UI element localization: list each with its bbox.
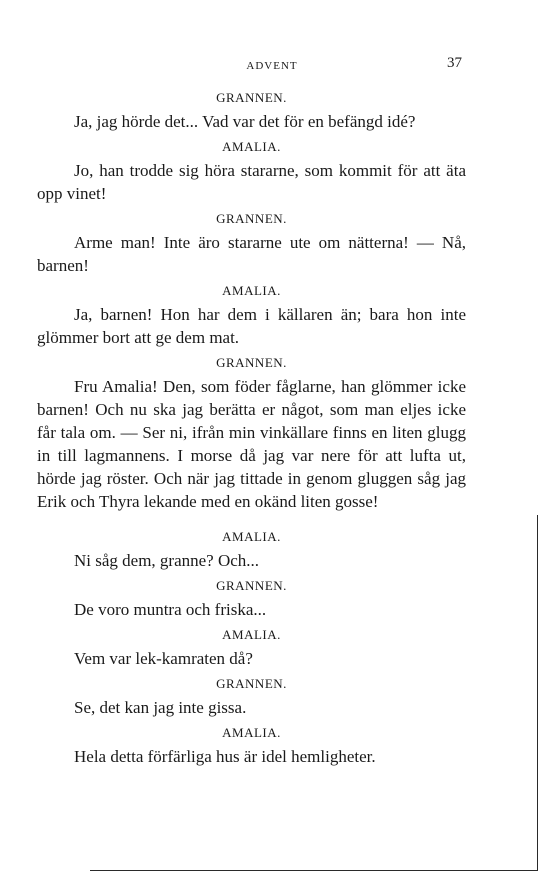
speech-line: Ni såg dem, granne? Och... [74, 551, 260, 570]
scan-edge-line [537, 515, 538, 870]
speaker-name: GRANNEN. [216, 676, 287, 691]
scan-edge-line [90, 870, 538, 871]
speaker-name: AMALIA. [222, 529, 281, 544]
speech-line: Ja, barnen! Hon har dem i källaren än; bara hon inte glömmer bort att ge dem mat. [37, 305, 466, 347]
running-title: ADVENT [246, 60, 298, 72]
speech-line: Se, det kan jag inte gissa. [74, 698, 247, 717]
page-number: 37 [447, 55, 462, 71]
speech-line: Fru Amalia! Den, som föder fåglarne, han glömmer icke barnen! Och nu ska jag berätta er något, som man eljes icke får tala om. — Ser ni, ifrån min vinkällare finns en liten glugg in till lagmannens. I morse då jag var nere för att lufta ut, hörde jag röster. Och när jag tittade in genom gluggen såg jag Erik och Thyra lekande med en okänd liten gosse! [37, 377, 466, 511]
speaker-name: AMALIA. [222, 139, 281, 154]
speech-line: De voro muntra och friska... [74, 600, 267, 619]
speaker-name: AMALIA. [222, 283, 281, 298]
speaker-name: GRANNEN. [216, 355, 287, 370]
speaker-name: GRANNEN. [216, 211, 287, 226]
speaker-name: GRANNEN. [216, 90, 287, 105]
speech-line: Vem var lek-kamraten då? [74, 649, 253, 668]
spacer [37, 518, 466, 527]
dialogue-text [37, 88, 466, 773]
speaker-name: AMALIA. [222, 627, 281, 642]
speech-line: Jo, han trodde sig höra stararne, som kommit för att äta opp vinet! [37, 161, 466, 203]
speaker-name: GRANNEN. [216, 578, 287, 593]
speech-line: Arme man! Inte äro stararne ute om nätterna! — Nå, barnen! [37, 233, 466, 275]
speaker-name: AMALIA. [222, 725, 281, 740]
speech-line: Ja, jag hörde det... Vad var det för en befängd idé? [74, 112, 416, 131]
speech-line: Hela detta förfärliga hus är idel hemligheter. [74, 747, 376, 766]
